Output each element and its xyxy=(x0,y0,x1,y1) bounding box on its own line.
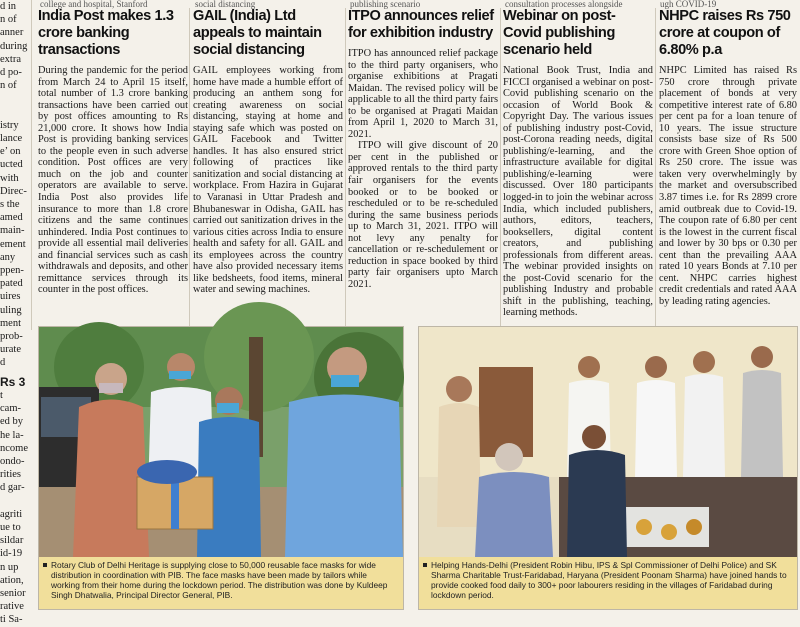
left-column-line: d po- xyxy=(0,67,22,79)
left-column-line: ondo- xyxy=(0,455,25,467)
left-column-line xyxy=(0,106,30,119)
article-webinar xyxy=(503,8,653,319)
left-column-line: any xyxy=(0,251,16,263)
left-column-line: ucted xyxy=(0,159,23,171)
left-column-line: lance xyxy=(0,133,23,145)
article-title: India Post makes 1.3 crore banking transactions xyxy=(38,8,174,58)
article-title: GAIL (India) Ltd appeals to maintain social distancing xyxy=(193,8,322,58)
left-column-line: ue to xyxy=(0,521,21,533)
article-title: ITPO announces relief for exhibition industry xyxy=(348,8,494,41)
article-body: NHPC Limited has raised Rs 750 crore through private placement of bonds at very competitive interest rate of 6.80 per cent pa for a loan tenure of 10 years. The issue structure consists base size of Rs 500 crore with Green Shoe option of Rs 250 crore. The issue was taken very overwhelmingly by the market and oversubscribed 3.87 times i.e. for Rs 2899 crore amid outbreak due to Covid-19. The coupon rate of 6.80 per cent is the lowest in the current fiscal and lower by 30 bps or 0.30 per cent than the prevailing AAA rated 10 years Bonds at 7.10 per cent. NHPC carries highest credit credentials and rated AAA by leading rating agencies. xyxy=(659,65,797,307)
left-column-line: d in xyxy=(0,1,17,12)
left-column-line: n of xyxy=(0,14,17,26)
top-fragment: ugh COVID-19 xyxy=(660,0,717,9)
left-column-line: d gar- xyxy=(0,482,25,494)
left-column-line: n of xyxy=(0,80,17,92)
left-column-line: ement xyxy=(0,238,26,250)
left-column-line: he la- xyxy=(0,429,24,441)
top-fragment: consultation processes alongside xyxy=(505,0,623,9)
article-india-post xyxy=(38,8,188,296)
left-column-line: rities xyxy=(0,469,21,481)
photo-caption: Helping Hands-Delhi (President Robin Hibu, IPS & Spl Commissioner of Delhi Police) and SK Sharma Charitable Trust-Faridabad, Haryana (President Poonam Sharma) have joined hands to provide cooked food daily to 300+ poor labourers residing in the villages of Faridabad during lockdown period. xyxy=(419,557,797,609)
top-fragment: college and hospital, Stanford xyxy=(40,0,148,9)
left-column-line: during xyxy=(0,40,28,52)
photo-caption: Rotary Club of Delhi Heritage is supplying close to 50,000 reusable face masks for wide distribution in coordination with PIB. The face masks have been made by tailors while working from their home during the lockdown period. The distribution was done by Kuldeep Singh Dhatwalia, Principal Director General, PIB. xyxy=(39,557,403,609)
left-column-line: e’ on xyxy=(0,146,21,158)
helping-hands-photo-image xyxy=(419,327,797,557)
left-column-line: ment xyxy=(0,317,21,329)
left-column-line: sildar xyxy=(0,535,24,547)
left-column-line: rative xyxy=(0,601,24,613)
photo-helping-hands xyxy=(418,326,798,610)
left-column-line: main- xyxy=(0,225,25,237)
left-column-line: prob- xyxy=(0,331,23,343)
left-column-line: ation, xyxy=(0,574,24,586)
article-nhpc xyxy=(659,8,797,307)
left-column-line: ed by xyxy=(0,416,24,428)
top-fragment: publishing scenario xyxy=(350,0,421,9)
left-column-line: urate xyxy=(0,344,21,356)
left-column-line: Direc- xyxy=(0,185,27,197)
left-column-line xyxy=(0,92,30,105)
left-column-line: s the xyxy=(0,199,20,211)
article-body: GAIL employees working from home have made a humble effort of producing an anthem song for creating awareness on social distancing, staying at home and staying safe which was posted on GAIL Facebook and Twitter handles. It has also ensured strict following of practices like sanitization and social distancing at workplace. From Hazira in Gujarat to Varanasi in Uttar Pradesh and Bhubaneswar in Odisha, GAIL has carried out sanitization drives in the various cities across India to ensure health and safety for all. GAIL and its employees across the country have also provided necessary items like bedsheets, food items, mineral water and sewing machines. xyxy=(193,65,343,296)
left-column-line: with xyxy=(0,172,19,184)
article-title: NHPC raises Rs 750 crore at coupon of 6.80% p.a xyxy=(659,8,791,58)
left-column-line: uires xyxy=(0,291,21,303)
top-fragment: social distancing xyxy=(195,0,256,9)
left-column-line: id-19 xyxy=(0,548,23,560)
left-column-line: d xyxy=(0,357,6,369)
left-column-line: ppen- xyxy=(0,265,24,277)
left-column-line: uling xyxy=(0,304,22,316)
left-column-line: ncome xyxy=(0,442,28,454)
left-column-line: cam- xyxy=(0,403,21,415)
article-body: During the pandemic for the period from March 24 to April 15 itself, total number of 1.3 crore banking transactions have been carried out by post offices amounting to Rs 21,000 crore. It shows how India Post is providing banking services to the people even in such adverse condition. Post offices are very much on the job and counter operators are available to serve. India Post also provides life insurance to more than 1.8 crore citizens and the same continues unhindered. India Post continues to provide all essential mail deliveries and financial services such as cash withdrawals and deposits, and other remittance services through its counter in the post offices. xyxy=(38,65,188,296)
rotary-photo-image xyxy=(39,327,403,557)
left-clipped-column xyxy=(0,0,30,626)
left-column-line xyxy=(0,495,30,508)
article-body: ITPO has announced relief package to the third party organisers, who organise exhibitions at Pragati Maidan. The revised policy will be applicable to all the third party fairs to be organised at Pragati Maidan from April 1, 2020 to March 31, 2021. ITPO will give discount of 20 per cent in the published or approved rentals to the third party fair organisers for the events booked or to be booked or rescheduled or to be re-scheduled during the same business periods up to March 31, 2021. ITPO will not levy any penalty for cancellation or re-schedulement or reduction in space booked by third party fair organisers upto March 2021. xyxy=(348,48,498,290)
left-column-line: istry xyxy=(0,119,19,131)
left-column-line: ti Sa- xyxy=(0,614,23,626)
left-column-line: senior xyxy=(0,587,26,599)
left-column-line: t xyxy=(0,389,3,401)
article-itpo xyxy=(348,8,498,290)
left-column-line: pated xyxy=(0,278,23,290)
article-gail xyxy=(193,8,343,296)
left-column-line: agriti xyxy=(0,508,23,520)
left-column-line: anner xyxy=(0,27,24,39)
photo-rotary-masks xyxy=(38,326,404,610)
left-column-line: extra xyxy=(0,53,21,65)
left-column-heading: Rs 3 xyxy=(0,374,26,389)
article-body: National Book Trust, India and FICCI organised a webinar on post-Covid publishing scenario on the occasion of World Book & Copyright Day. The various issues of publishing industry post-Covid, post-Corona reading needs, digital publishing/e-learning, and the infrastructure available for digital publishing/e-learning were discussed. Over 180 participants logged-in to join the webinar across India, which included publishers, authors, editors, teachers, booksellers, digital content creators, and publishing professionals from different areas. The webinar provided insights on the post-Covid scenario for the publishing Industry and probable shift in the publishing, teaching, learning methods. xyxy=(503,65,653,319)
article-title: Webinar on post-Covid publishing scenario held xyxy=(503,8,616,58)
left-column-line: amed xyxy=(0,212,23,224)
left-column-line: n up xyxy=(0,561,19,573)
